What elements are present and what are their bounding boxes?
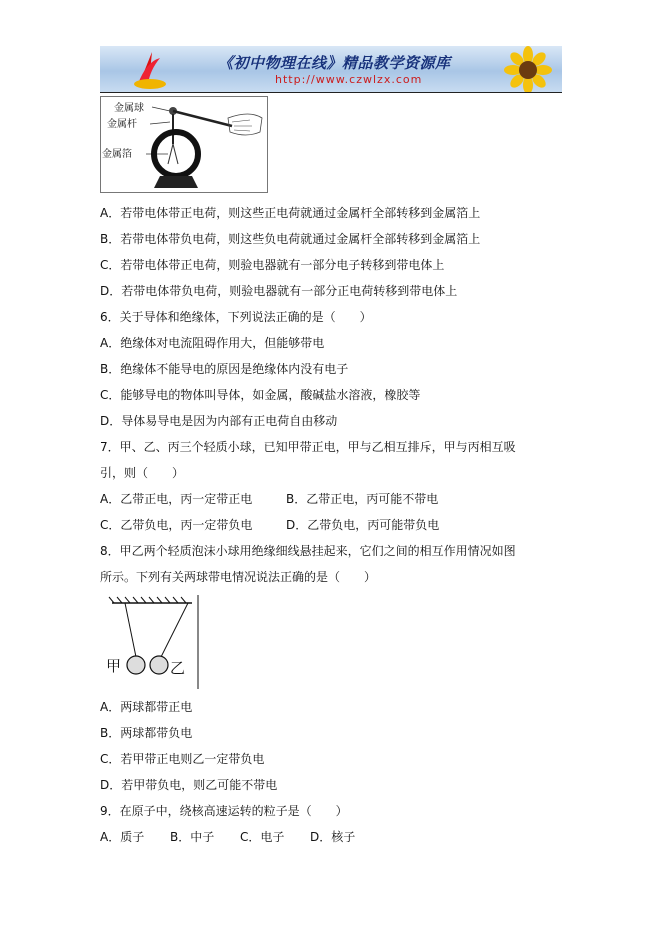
- electroscope-figure: [100, 96, 268, 193]
- q6-option-a: A．绝缘体对电流阻碍作用大，但能够带电: [100, 336, 325, 350]
- banner-title: 《初中物理在线》精品教学资源库: [218, 54, 451, 72]
- q7-option-d: D．乙带负电，丙可能带负电: [286, 518, 440, 532]
- q8-option-d: D．若甲带负电，则乙可能不带电: [100, 778, 278, 792]
- q5-option-b: B．若带电体带负电荷，则这些负电荷就通过金属杆全部转移到金属箔上: [100, 232, 481, 246]
- q9-stem: 9．在原子中，绕核高速运转的粒子是（ ）: [100, 804, 348, 818]
- q7-option-a: A．乙带正电，丙一定带正电: [100, 492, 253, 506]
- q8-stem-line2: 所示。下列有关两球带电情况说法正确的是（ ）: [100, 570, 377, 584]
- header-banner: [100, 46, 562, 93]
- q5-option-c: C．若带电体带正电荷，则验电器就有一部分电子转移到带电体上: [100, 258, 445, 272]
- q9-option-c: C．电子: [240, 830, 285, 844]
- q6-option-d: D．导体易导电是因为内部有正电荷自由移动: [100, 414, 338, 428]
- q8-option-c: C．若甲带正电则乙一定带负电: [100, 752, 265, 766]
- q7-stem-line2: 引，则（ ）: [100, 466, 185, 480]
- label-ball-jia: 甲: [106, 657, 122, 675]
- logo-icon: [130, 48, 170, 90]
- sunflower-icon: [480, 46, 560, 92]
- q7-stem-line1: 7．甲、乙、丙三个轻质小球，已知甲带正电，甲与乙相互排斥，甲与丙相互吸: [100, 440, 516, 454]
- q7-option-c: C．乙带负电，丙一定带负电: [100, 518, 253, 532]
- label-ball-yi: 乙: [170, 659, 186, 677]
- hanging-balls-figure: [100, 595, 204, 689]
- q8-option-a: A．两球都带正电: [100, 700, 193, 714]
- q6-option-b: B．绝缘体不能导电的原因是绝缘体内没有电子: [100, 362, 349, 376]
- q5-option-d: D．若带电体带负电荷，则验电器就有一部分正电荷转移到带电体上: [100, 284, 458, 298]
- q6-stem: 6．关于导体和绝缘体，下列说法正确的是（ ）: [100, 310, 372, 324]
- q8-option-b: B．两球都带负电: [100, 726, 193, 740]
- q9-option-a: A．质子: [100, 830, 145, 844]
- q7-option-b: B．乙带正电，丙可能不带电: [286, 492, 439, 506]
- banner-url: http://www.czwlzx.com: [275, 73, 423, 86]
- q9-option-b: B．中子: [170, 830, 215, 844]
- label-metal-foil: 金属箔: [102, 149, 132, 160]
- q9-option-d: D．核子: [310, 830, 356, 844]
- q5-option-a: A．若带电体带正电荷，则这些正电荷就通过金属杆全部转移到金属箔上: [100, 206, 481, 220]
- label-metal-rod: 金属杆: [107, 119, 137, 130]
- q8-stem-line1: 8．甲乙两个轻质泡沫小球用绝缘细线悬挂起来，它们之间的相互作用情况如图: [100, 544, 516, 558]
- q6-option-c: C．能够导电的物体叫导体，如金属，酸碱盐水溶液，橡胶等: [100, 388, 421, 402]
- label-metal-ball: 金属球: [114, 103, 144, 114]
